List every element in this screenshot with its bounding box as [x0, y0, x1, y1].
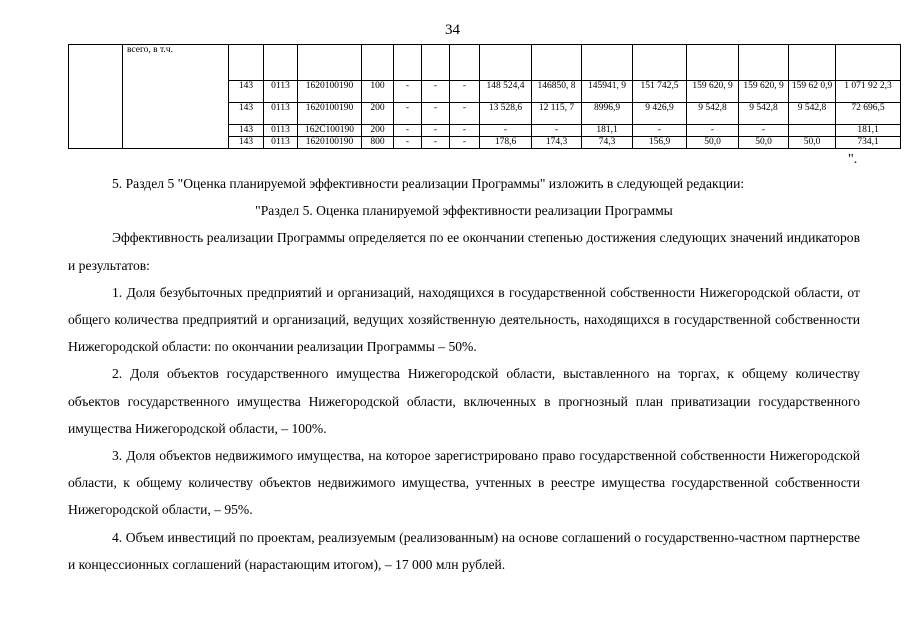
table-row	[69, 137, 901, 149]
table-cell: -	[394, 81, 422, 103]
table-row	[69, 103, 901, 125]
section-title: "Раздел 5. Оценка планируемой эффективности реализации Программы	[255, 203, 673, 219]
table-cell: 50,0	[687, 137, 739, 149]
table-cell: 156,9	[633, 137, 687, 149]
paragraph-indicator-3: 3. Доля объектов недвижимого имущества, на которое зарегистрировано право государственной собственности Нижегородской области, к общему количеству объектов недвижимого имущества, учтенных в реестре имущества государственной собственности Нижегородской области, – 95%.	[68, 448, 860, 518]
table-cell: 181,1	[582, 125, 633, 137]
table-cell: 1620100190	[298, 103, 362, 125]
table-cell: 9 542,8	[789, 103, 836, 125]
table-cell: 8996,9	[582, 103, 633, 125]
paragraph-indicator-4: 4. Объем инвестиций по проектам, реализуемым (реализованным) на основе соглашений о государственно-частном партнерстве и концессионных соглашений (нарастающим итогом), – 17 000 млн рублей.	[68, 529, 860, 572]
table-cell: 800	[362, 137, 394, 149]
budget-table	[68, 44, 901, 149]
document-body	[68, 170, 860, 578]
table-cell: -	[422, 103, 450, 125]
table-cell: 74,3	[582, 137, 633, 149]
table-cell: 159 620, 9	[687, 81, 739, 103]
table-cell: -	[450, 125, 480, 137]
table-row-total	[69, 45, 901, 81]
table-cell: 0113	[264, 103, 298, 125]
table-cell: -	[422, 137, 450, 149]
table-cell: -	[394, 125, 422, 137]
table-cell	[789, 125, 836, 137]
table-cell: -	[450, 103, 480, 125]
table-cell: -	[394, 103, 422, 125]
table-cell: 9 542,8	[687, 103, 739, 125]
table-cell: 734,1	[836, 137, 901, 149]
table-row	[69, 125, 901, 137]
table-cell: 181,1	[836, 125, 901, 137]
table-cell: 143	[229, 103, 264, 125]
table-cell: 50,0	[739, 137, 789, 149]
table-cell: -	[480, 125, 532, 137]
table-cell: 200	[362, 125, 394, 137]
closing-quote: ".	[848, 152, 858, 167]
paragraph-item-5: 5. Раздел 5 "Оценка планируемой эффективности реализации Программы" изложить в следующей редакции:	[112, 176, 745, 191]
table-cell: 145941, 9	[582, 81, 633, 103]
table-cell: 50,0	[789, 137, 836, 149]
table-cell: 9 542,8	[739, 103, 789, 125]
table-cell: -	[739, 125, 789, 137]
table-cell: -	[687, 125, 739, 137]
table-cell: 143	[229, 125, 264, 137]
table-cell: 200	[362, 103, 394, 125]
table-cell: 0113	[264, 81, 298, 103]
table-cell: -	[633, 125, 687, 137]
table-cell: 151 742,5	[633, 81, 687, 103]
table-cell: -	[394, 137, 422, 149]
table-cell: 100	[362, 81, 394, 103]
table-cell: 9 426,9	[633, 103, 687, 125]
table-cell: 178,6	[480, 137, 532, 149]
table-cell-label: всего, в т.ч.	[123, 45, 229, 81]
table-row	[69, 81, 901, 103]
paragraph-lead: Эффективность реализации Программы определяется по ее окончании степенью достижения следующих значений индикаторов и результатов:	[68, 230, 860, 273]
table-cell: -	[422, 125, 450, 137]
page-number: 34	[445, 22, 460, 38]
paragraph-indicator-1: 1. Доля безубыточных предприятий и организаций, находящихся в государственной собственности Нижегородской области, от общего количества предприятий и организаций, ведущих хозяйственную деятельность, находящихся в государственной собственности Нижегородской области: по окончании реализации Программы – 50%.	[68, 284, 860, 355]
table-cell: 174,3	[532, 137, 582, 149]
table-cell: 148 524,4	[480, 81, 532, 103]
table-cell: -	[450, 81, 480, 103]
table-cell-blank	[69, 45, 123, 81]
table-cell: 162С100190	[298, 125, 362, 137]
table-cell: -	[532, 125, 582, 137]
table-cell: 159 620, 9	[739, 81, 789, 103]
table-cell: 12 115, 7	[532, 103, 582, 125]
table-cell: -	[422, 81, 450, 103]
table-cell: 143	[229, 137, 264, 149]
table-cell: 1620100190	[298, 81, 362, 103]
table-cell: 0113	[264, 125, 298, 137]
table-cell: 13 528,6	[480, 103, 532, 125]
table-cell: 146850, 8	[532, 81, 582, 103]
paragraph-indicator-2: 2. Доля объектов государственного имущества Нижегородской области, выставленного на торгах, к общему количеству объектов государственного имущества Нижегородской области, включенных в прогнозный план приватизации государственного имущества Нижегородской области, – 100%.	[68, 366, 860, 436]
table-cell: 72 696,5	[836, 103, 901, 125]
table-cell: 1620100190	[298, 137, 362, 149]
table-cell: -	[450, 137, 480, 149]
table-cell: 159 62 0,9	[789, 81, 836, 103]
table-cell: 143	[229, 81, 264, 103]
table-cell: 1 071 92 2,3	[836, 81, 901, 103]
table-cell: 0113	[264, 137, 298, 149]
